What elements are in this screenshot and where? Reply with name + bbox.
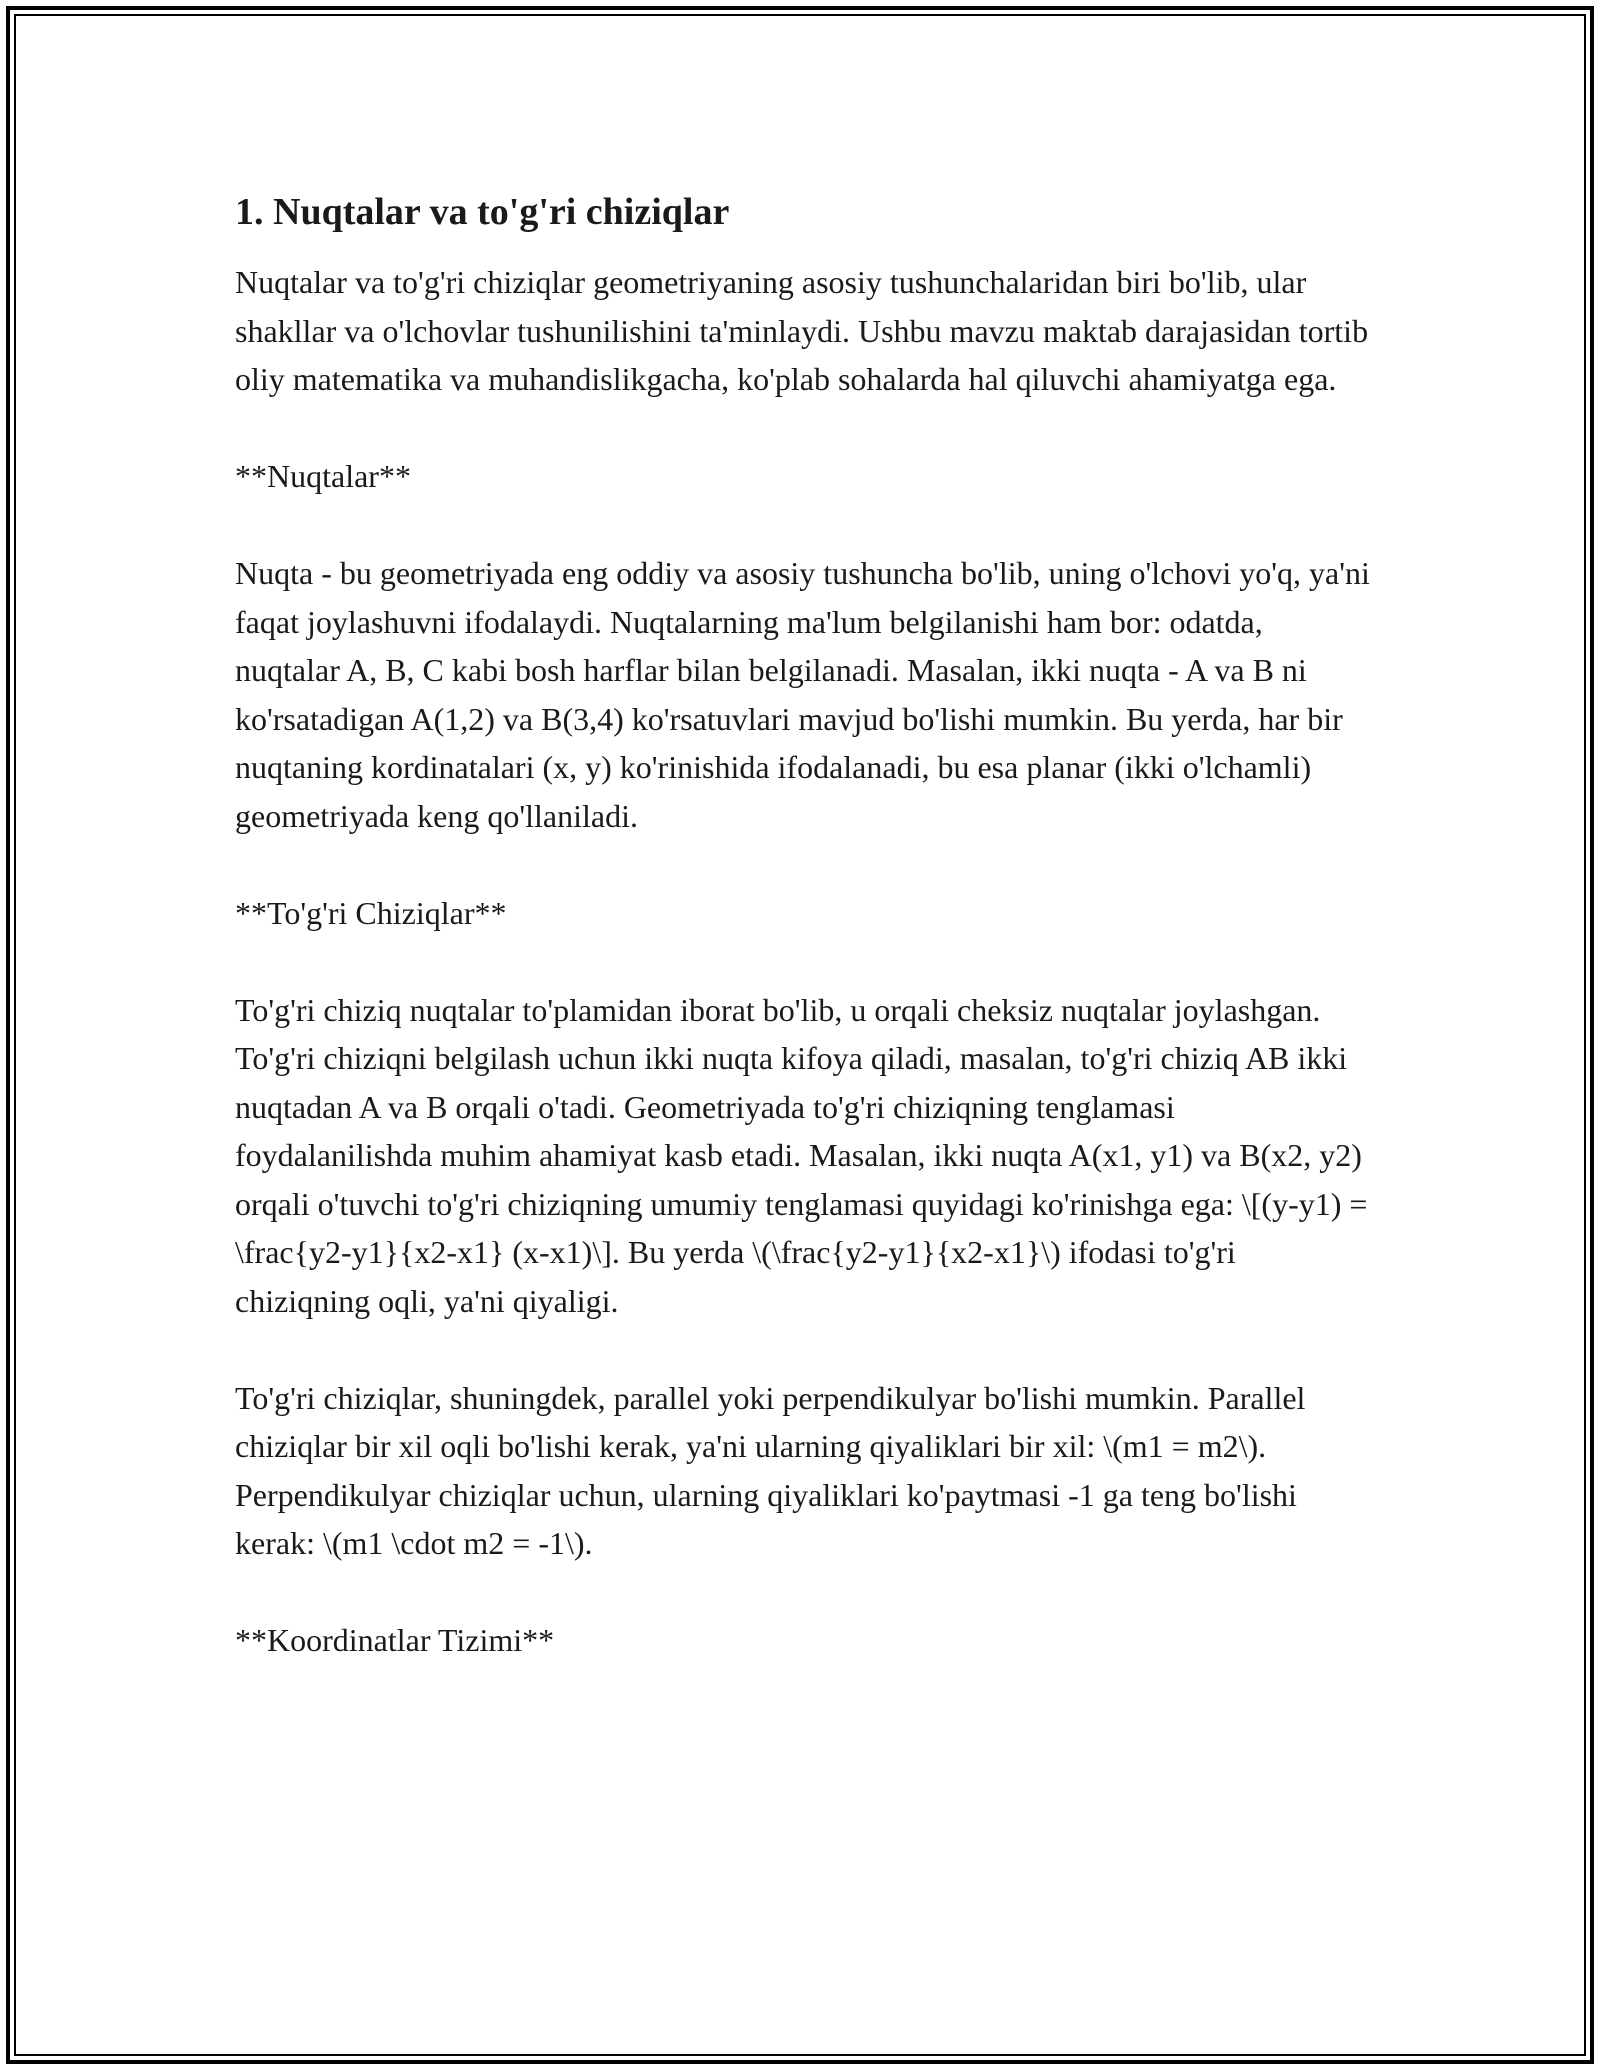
lines-paragraph: To'g'ri chiziq nuqtalar to'plamidan iborat bo'lib, u orqali cheksiz nuqtalar joylashgan. To'g'ri chiziqni belgilash uchun ikki nuqta kifoya qiladi, masalan, to'g'ri chiziq AB ikki nuqtadan A va B orqali o'tadi. Geometriyada to'g'ri chiziqning tenglamasi foydalanilishda muhim ahamiyat kasb etadi. Masalan, ikki nuqta A(x1, y1) va B(x2, y2) orqali o'tuvchi to'g'ri chiziqning umumiy tenglamasi quyidagi ko'rinishga ega: \[(y-y1) = \frac{y2-y1}{x2-x1} (x-x1)\]. Bu yerda \(\frac{y2-y1}{x2-x1}\) ifodasi to'g'ri chiziqning oqli, ya'ni qiyaligi. <box>235 991 1368 1319</box>
points-paragraph: Nuqta - bu geometriyada eng oddiy va asosiy tushuncha bo'lib, uning o'lchovi yo'q, ya'ni faqat joylashuvni ifodalaydi. Nuqtalarning ma'lum belgilanishi ham bor: odatda, nuqtalar A, B, C kabi bosh harflar bilan belgilanadi. Masalan, ikki nuqta - A va B ni ko'rsatadigan A(1,2) va B(3,4) ko'rsatuvlari mavjud bo'lishi mumkin. Bu yerda, har bir nuqtaning kordinatalari (x, y) ko'rinishida ifodalanadi, bu esa planar (ikki o'lchamli) geometriyada keng qo'llaniladi. <box>235 555 1370 834</box>
intro-paragraph: Nuqtalar va to'g'ri chiziqlar geometriyaning asosiy tushunchalaridan biri bo'lib, ular shakllar va o'lchovlar tushunilishini ta'minlaydi. Ushbu mavzu maktab darajasidan tortib oliy matematika va muhandislikgacha, ko'plab sohalarda hal qiluvchi ahamiyatga ega. <box>235 264 1369 397</box>
points-subheading: **Nuqtalar** <box>235 458 411 494</box>
section-heading: 1. Nuqtalar va to'g'ri chiziqlar <box>235 191 730 233</box>
document-body <box>235 186 1370 1713</box>
parallel-paragraph: To'g'ri chiziqlar, shuningdek, parallel yoki perpendikulyar bo'lishi mumkin. Parallel chiziqlar bir xil oqli bo'lishi kerak, ya'ni ularning qiyaliklari bir xil: \(m1 = m2\). Perpendikulyar chiziqlar uchun, ularning qiyaliklari ko'paytmasi -1 ga teng bo'lishi kerak: \(m1 \cdot m2 = -1\). <box>235 1379 1306 1561</box>
coordinates-subheading: **Koordinatlar Tizimi** <box>235 1622 555 1658</box>
lines-subheading: **To'g'ri Chiziqlar** <box>235 894 507 931</box>
